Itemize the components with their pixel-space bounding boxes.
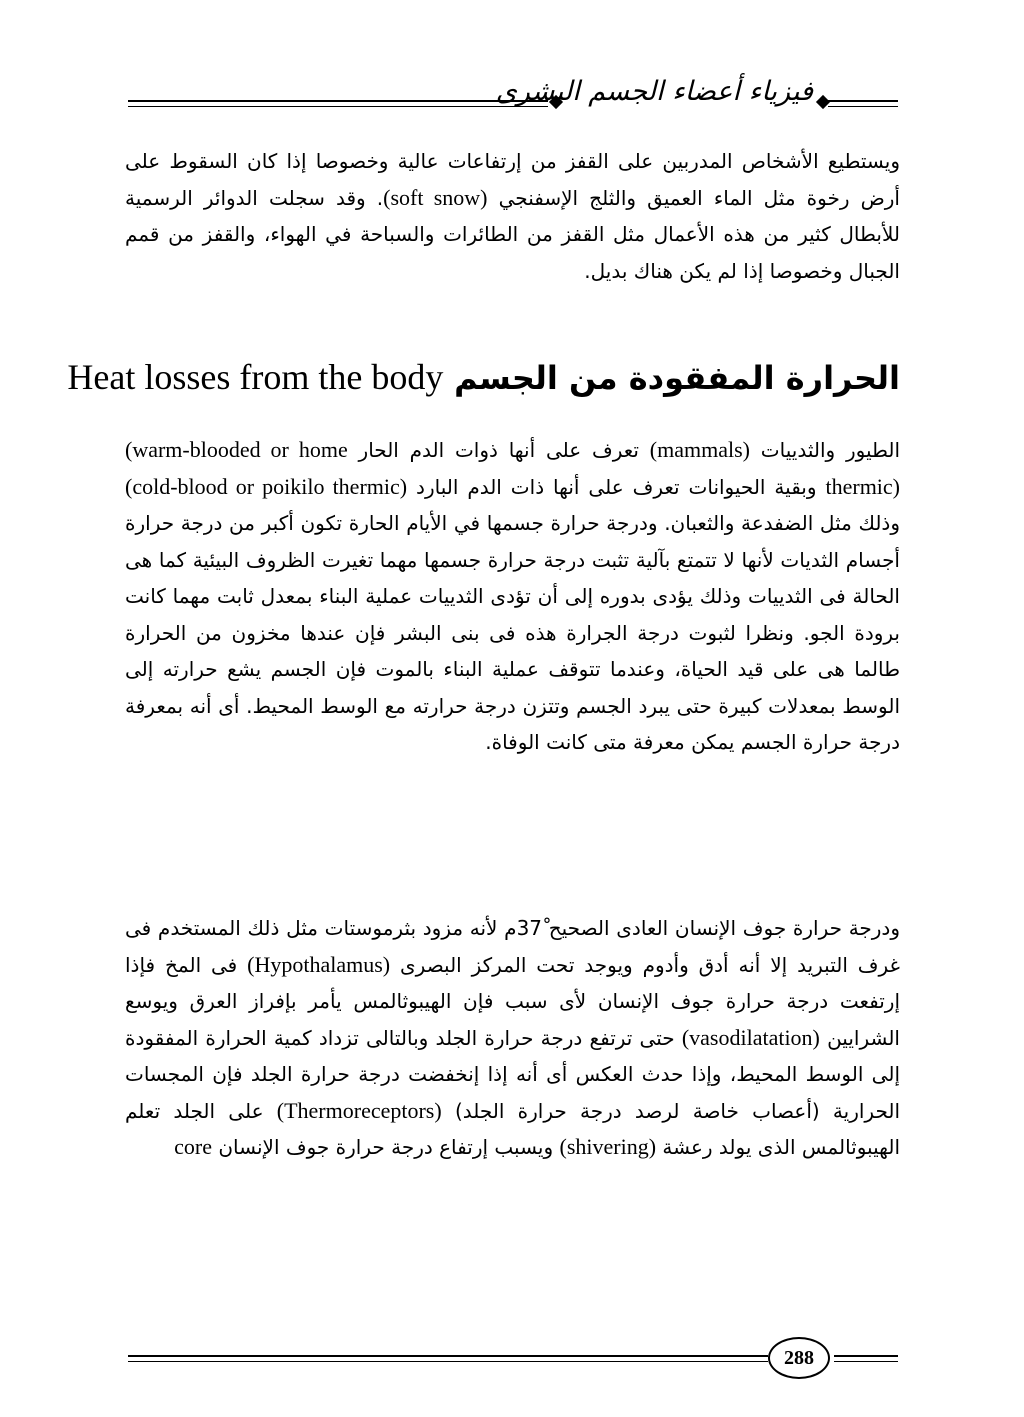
- english-term: (Hypothalamus): [247, 951, 391, 977]
- text-run: . وقد سجلت الدوائر الرسمية للأبطال كثير من هذه الأعمال مثل القفز من الطائرات والسباحة في الهواء، والقفز من قمم الجبال وخصوصا إذا لم يكن هناك بديل.: [125, 185, 900, 283]
- english-term: (shivering): [559, 1134, 657, 1159]
- text-run: ويستطيع الأشخاص المدربين على القفز من إرتفاعات عالية وخصوصا إذا كان السقوط على أرض رخوة مثل الماء العميق والثلج الإسفنجي: [125, 149, 900, 210]
- text-run: حتى ترتفع درجة حرارة الجلد وبالتالى تزداد كمية الحرارة المفقودة إلى الوسط المحيط، وإذا حدث العكس أى أنه إذا إنخفضت درجة حرارة الجلد فإن المجسات الحرارية (أعصاب خاصة لرصد درجة حرارة الجلد): [125, 1025, 901, 1123]
- section-heading-english: Heat losses from the body: [67, 357, 444, 397]
- paragraph-1: [125, 143, 900, 289]
- english-term: (Thermoreceptors): [276, 1097, 442, 1123]
- paragraph-3: [125, 910, 900, 1166]
- text-run: ويسبب إرتفاع درجة حرارة جوف الإنسان: [218, 1135, 554, 1159]
- paragraph-2: [125, 432, 900, 761]
- header-rule-right-thin: [828, 106, 898, 107]
- page-number: 288: [768, 1337, 830, 1379]
- running-header: [128, 64, 898, 124]
- section-heading-arabic: الحرارة المفقودة من الجسم: [454, 359, 900, 397]
- footer-rule-left-thin: [128, 1361, 768, 1362]
- header-rule-left-thin: [128, 106, 548, 107]
- header-rule-right: [828, 100, 898, 102]
- section-heading: [67, 353, 900, 402]
- text-run: تعرف على أنها ذوات الدم الحار: [358, 438, 639, 462]
- page-footer: [128, 1335, 898, 1395]
- text-run: وذلك مثل الضفدعة والثعبان. ودرجة حرارة جسمها في الأيام الحارة تكون أكبر من درجة حرارة أجسام الثديات لأنها لا تتمتع بآلية تثبت درجة حرارة جسمها مهما تغيرت الظروف البيئية كما هى الحالة فى الثدييات وذلك يؤدى بدوره إلى أن تؤدى الثدييات عملية البناء بمعدل ثابت مهما كانت برودة الجو. ونظرا لثبوت درجة الجرارة هذه فى بنى البشر فإن عندها مخزون من الحرارة طالما هى على قيد الحياة، وعندما تتوقف عملية البناء بالموت فإن الجسم يشع حرارته إلى الوسط بمعدلات كبيرة حتى يبرد الجسم وتتزن درجة حرارته مع الوسط المحيط. أى أنه بمعرفة درجة حرارة الجسم يمكن معرفة متى كانت الوفاة.: [125, 511, 900, 754]
- text-run: فى المخ فإذا إرتفعت درجة حرارة جوف الإنسان لأى سبب فإن الهيبوثالمس يأمر بإفراز العرق ويوسع الشرايين: [125, 952, 900, 1050]
- footer-rule-right-thin: [834, 1361, 898, 1362]
- running-title: فيزياء أعضاء الجسم البشرى: [495, 76, 813, 107]
- header-rule-left: [128, 100, 548, 102]
- text-run: على الجلد تعلم الهيبوثالمس الذى يولد رعشة: [125, 1098, 900, 1159]
- english-term: (soft snow): [383, 184, 488, 210]
- english-term: (cold-blood or poikilo thermic): [125, 473, 408, 499]
- english-term: (vasodilatation): [681, 1024, 820, 1050]
- footer-rule-right: [834, 1355, 898, 1357]
- english-term: core: [174, 1134, 212, 1159]
- english-term: (mammals): [649, 437, 750, 462]
- text-run: ودرجة حرارة جوف الإنسان العادى الصحيح 37ْم لأنه مزود بثرموستات مثل ذلك المستخدم فى غرف التبريد إلا أنه أدق وأدوم ويوجد تحت المركز البصرى: [125, 916, 901, 977]
- footer-rule-left: [128, 1355, 768, 1357]
- text-run: الطيور والثدييات: [760, 438, 901, 462]
- english-term: (warm-blooded or home thermic): [125, 437, 901, 499]
- text-run: وبقية الحيوانات تعرف على أنها ذات الدم البارد: [416, 474, 817, 499]
